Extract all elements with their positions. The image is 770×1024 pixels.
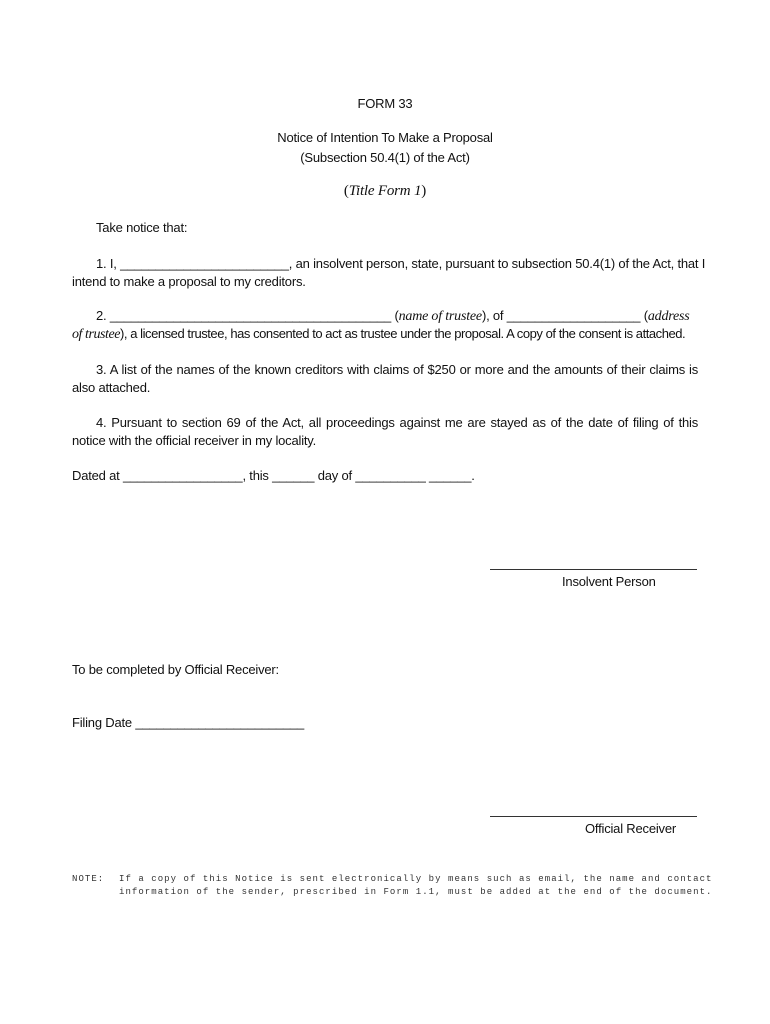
official-receiver-heading: To be completed by Official Receiver: bbox=[72, 662, 279, 677]
paragraph-3: 3. A list of the names of the known creditors with claims of $250 or more and the amounts of their claims is also attached. bbox=[72, 362, 698, 395]
title-form-text: Title Form 1 bbox=[348, 183, 422, 199]
address-label: address bbox=[647, 309, 690, 324]
note-line-1: If a copy of this Notice is sent electronically by means such as email, the name and contact bbox=[119, 874, 713, 884]
take-notice-heading: Take notice that: bbox=[96, 220, 188, 235]
paragraph-2-mid: ), of ___________________ ( bbox=[481, 308, 648, 323]
of-trustee-label: of trustee bbox=[72, 327, 120, 342]
paragraph-2-rest: ), a licensed trustee, has consented to act as trustee under the proposal. A copy of the consent is attached. bbox=[120, 326, 686, 341]
official-receiver-signature-line bbox=[490, 816, 697, 817]
title-form-close-paren: ) bbox=[421, 183, 427, 199]
paragraph-2-line-1 bbox=[72, 307, 698, 326]
paragraph-1-line-2: intend to make a proposal to my creditors. bbox=[72, 274, 306, 289]
paragraph-2-prefix: 2. ________________________________________ ( bbox=[96, 308, 399, 323]
title-form-line bbox=[0, 183, 770, 200]
notice-title: Notice of Intention To Make a Proposal bbox=[277, 130, 493, 145]
insolvent-person-label: Insolvent Person bbox=[562, 574, 656, 589]
paragraph-1-line-1: 1. I, ________________________, an insolvent person, state, pursuant to subsection 50.4(1) of the Act, that I bbox=[96, 256, 706, 271]
note-label: NOTE: bbox=[72, 874, 105, 884]
official-receiver-label: Official Receiver bbox=[585, 821, 677, 836]
title-form-open-paren: ( bbox=[343, 183, 349, 199]
paragraph-2-line-2 bbox=[72, 325, 698, 344]
subsection-reference: (Subsection 50.4(1) of the Act) bbox=[300, 150, 470, 165]
paragraph-4: 4. Pursuant to section 69 of the Act, all proceedings against me are stayed as of the date of filing of this notice with the official receiver in my locality. bbox=[72, 415, 698, 448]
dated-line: Dated at _________________, this ______ day of __________ ______. bbox=[72, 468, 475, 483]
note-line-2: information of the sender, prescribed in Form 1.1, must be added at the end of the document. bbox=[119, 887, 713, 897]
form-number: FORM 33 bbox=[357, 96, 413, 111]
name-of-trustee-label: name of trustee bbox=[398, 309, 482, 324]
filing-date-line: Filing Date ________________________ bbox=[72, 715, 305, 730]
insolvent-person-signature-line bbox=[490, 569, 697, 570]
